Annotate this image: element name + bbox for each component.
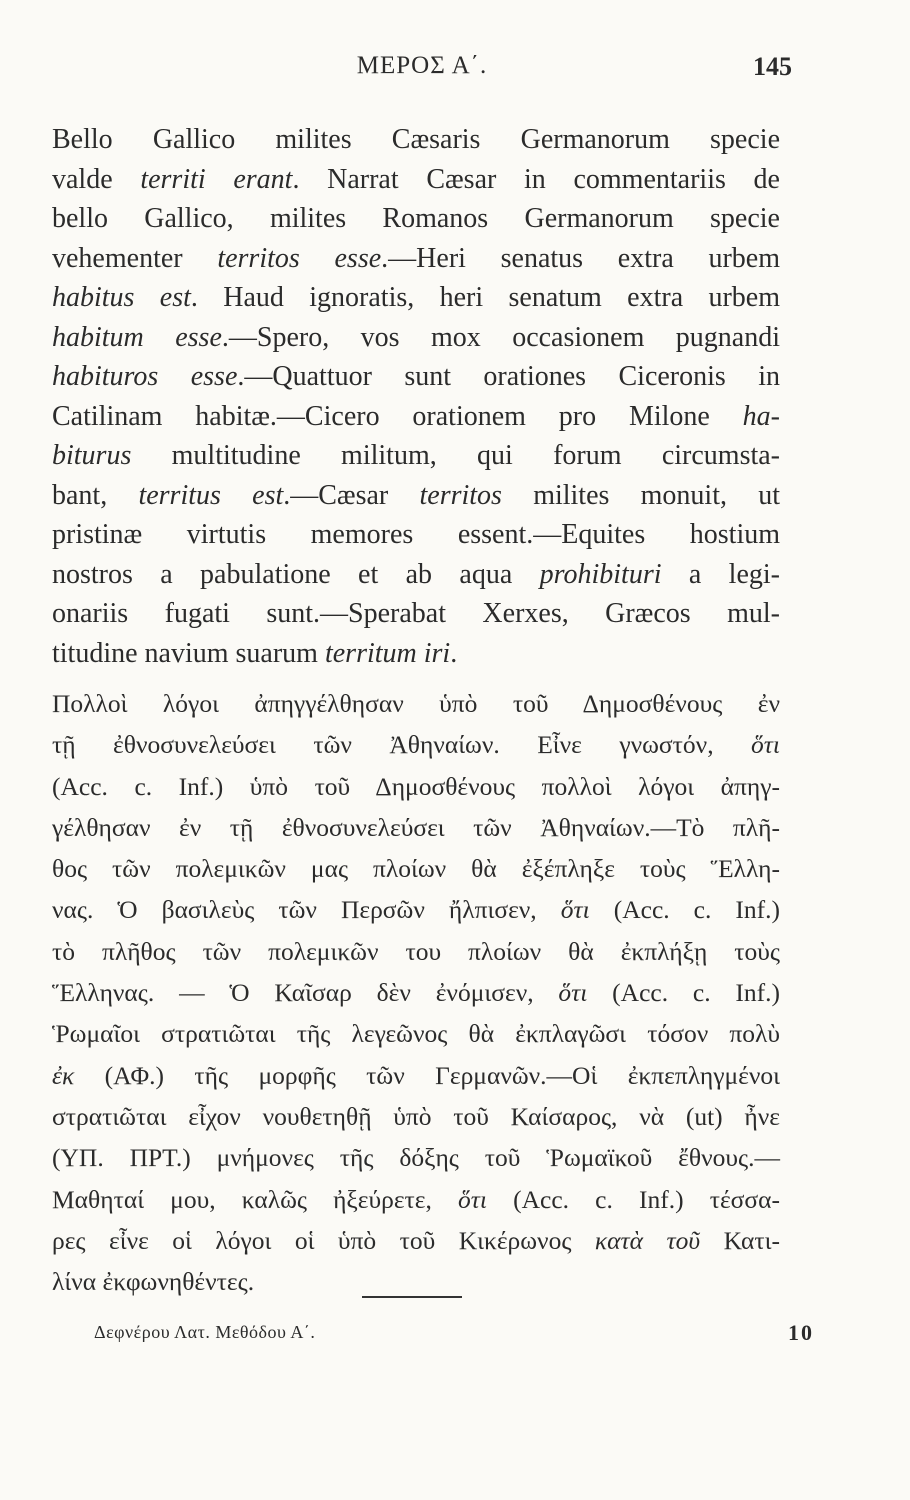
text-run: titudine navium suarum [52, 637, 325, 669]
text-run: γέλθησαν ἐν τῇ ἐθνοσυνελεύσει τῶν Ἀθηναίων.—Τὸ πλῆ- [52, 812, 780, 842]
latin-line [52, 160, 780, 200]
text-run: Catilinam habitæ.—Cicero orationem pro Milone [52, 400, 743, 432]
italic-text: ὅτι [458, 1184, 487, 1214]
latin-line [52, 199, 780, 239]
greek-exercise [52, 683, 780, 1302]
greek-line [52, 1096, 780, 1137]
latin-line [52, 357, 780, 397]
running-title: ΜΕΡΟΣ Α΄. [356, 52, 488, 79]
italic-text: territos [419, 479, 502, 511]
italic-text: habituros esse [52, 361, 238, 392]
text-run: νας. Ὁ βασιλεὺς τῶν Περσῶν ἤλπισεν, [52, 895, 561, 925]
text-run: multitudine militum, qui forum circumsta- [131, 440, 780, 471]
latin-line [52, 278, 780, 318]
greek-line [52, 1137, 780, 1178]
latin-line [52, 515, 780, 555]
text-run: . Haud ignoratis, heri senatum extra urbem [190, 282, 781, 313]
greek-line [52, 683, 780, 724]
greek-line [52, 889, 780, 930]
text-run: (Acc. c. Inf.) ὑπὸ τοῦ Δημοσθένους πολλοὶ λόγοι ἀπηγ- [52, 771, 780, 801]
text-run: .—Spero, vos mox occasionem pugnandi [221, 321, 780, 353]
italic-text: ὅτι [751, 730, 780, 760]
text-run: (ΥΠ. ΠΡΤ.) μνήμονες τῆς δόξης τοῦ Ῥωμαϊκοῦ ἔθνους.— [52, 1143, 780, 1173]
text-run: .—Cæsar [283, 479, 420, 511]
latin-line [52, 594, 780, 634]
italic-text: territum iri [324, 637, 451, 669]
text-run: Bello Gallico milites Cæsaris Germanorum specie [52, 124, 780, 155]
italic-text: habitus est [52, 282, 191, 313]
text-run: (Acc. c. Inf.) [589, 895, 780, 925]
text-run: milites monuit, ut [501, 479, 780, 511]
greek-line [52, 807, 780, 848]
text-run: bant, [52, 479, 139, 511]
signature-mark: 10 [788, 1320, 814, 1345]
text-run: θος τῶν πολεμικῶν μας πλοίων θὰ ἐξέπληξε τοὺς Ἕλλη- [52, 854, 780, 884]
footer-title: Δεφνέρου Λατ. Μεθόδου Α΄. [94, 1322, 316, 1342]
text-run: στρατιῶται εἶχον νουθετηθῇ ὑπὸ τοῦ Καίσαρος, νὰ (ut) ἦνε [52, 1101, 780, 1131]
italic-text: territus est [138, 479, 284, 511]
latin-line [52, 436, 780, 476]
text-run: τὸ πλῆθος τῶν πολεμικῶν του πλοίων θὰ ἐκπλήξῃ τοὺς [52, 936, 780, 966]
latin-line [52, 318, 780, 358]
greek-line [52, 931, 780, 972]
text-run: Ἕλληνας. — Ὁ Καῖσαρ δὲν ἐνόμισεν, [52, 978, 559, 1008]
text-run: (ΑΦ.) τῆς μορφῆς τῶν Γερμανῶν.—Οἱ ἐκπεπληγμένοι [74, 1060, 780, 1090]
latin-exercise [52, 120, 780, 673]
text-run: nostros a pabulatione et ab aqua [52, 558, 540, 590]
footer-rule [362, 1296, 462, 1298]
italic-text: biturus [52, 440, 132, 471]
italic-text: κατὰ τοῦ [594, 1225, 701, 1255]
page-header [52, 52, 792, 92]
text-run: valde [52, 163, 141, 195]
text-run: Κατι- [700, 1225, 780, 1255]
greek-line [52, 766, 780, 807]
text-run: τῇ ἐθνοσυνελεύσει τῶν Ἀθηναίων. Εἶνε γνωστόν, [52, 730, 752, 760]
text-run: Ῥωμαῖοι στρατιῶται τῆς λεγεῶνος θὰ ἐκπλαγῶσι τόσον πολὺ [52, 1019, 780, 1049]
text-run: a legi- [661, 558, 780, 590]
latin-line [52, 476, 780, 516]
greek-line [52, 972, 780, 1013]
italic-text: habitum esse [52, 321, 222, 353]
text-run: vehementer [52, 242, 218, 274]
greek-line [52, 1179, 780, 1220]
italic-text: ὅτι [558, 978, 588, 1008]
page-footer [94, 1322, 814, 1352]
italic-text: ἐκ [52, 1060, 75, 1090]
text-run: Μαθηταί μου, καλῶς ἠξεύρετε, [52, 1184, 459, 1214]
page-number: 145 [753, 52, 792, 81]
text-run: Πολλοὶ λόγοι ἀπηγγέλθησαν ὑπὸ τοῦ Δημοσθένους ἐν [52, 689, 780, 718]
text-run: λίνα ἐκφωνηθέντες. [52, 1267, 255, 1297]
text-run: . Narrat Cæsar in commentariis de [292, 163, 780, 195]
text-run: .—Quattuor sunt orationes Ciceronis in [237, 361, 780, 392]
latin-line [52, 634, 780, 674]
latin-line [52, 239, 780, 279]
latin-line [52, 555, 780, 595]
latin-line [52, 397, 780, 437]
text-run: bello Gallico, milites Romanos Germanorum specie [52, 203, 780, 234]
italic-text: ha- [742, 400, 780, 432]
italic-text: territi erant [140, 163, 293, 195]
italic-text: territos esse [217, 242, 382, 274]
text-run: onariis fugati sunt.—Sperabat Xerxes, Græcos mul- [52, 598, 780, 629]
greek-line [52, 1220, 780, 1261]
italic-text: prohibituri [539, 558, 662, 590]
text-run: ρες εἶνε οἱ λόγοι οἱ ὑπὸ τοῦ Κικέρωνος [52, 1225, 595, 1255]
latin-line [52, 120, 780, 160]
greek-line [52, 1055, 780, 1096]
text-run: (Acc. c. Inf.) [587, 978, 780, 1008]
text-run: . [450, 637, 458, 669]
text-run: pristinæ virtutis memores essent.—Equites hostium [52, 519, 780, 550]
text-run: (Acc. c. Inf.) τέσσα- [486, 1184, 780, 1214]
body-text [52, 120, 780, 1302]
greek-line [52, 724, 780, 765]
greek-line [52, 1013, 780, 1054]
text-run: .—Heri senatus extra urbem [381, 242, 781, 274]
greek-line [52, 848, 780, 889]
italic-text: ὅτι [560, 895, 590, 925]
